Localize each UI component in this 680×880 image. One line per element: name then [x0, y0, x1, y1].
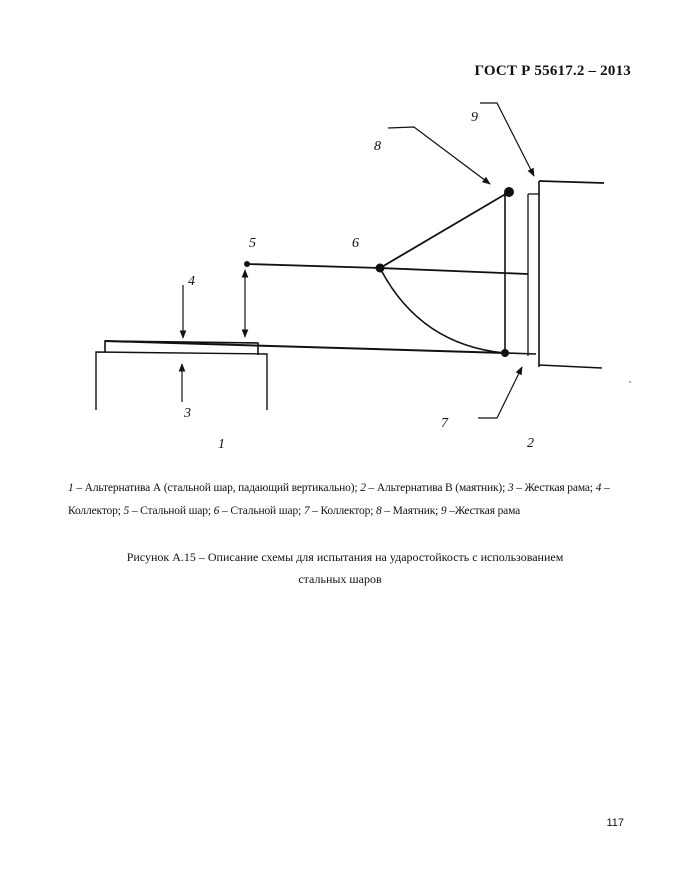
legend-item-1: 1 – Альтернатива А (стальной шар, падающий вертикально);: [68, 482, 361, 494]
caption-line-2: стальных шаров: [298, 572, 382, 586]
figure-caption: [60, 546, 620, 590]
drop-height-line: [247, 264, 380, 268]
callout-8: 8: [374, 139, 381, 154]
collector-point-7: [501, 349, 509, 357]
figure-legend: [68, 477, 638, 523]
callout-4: 4: [188, 274, 195, 289]
base-line: [105, 341, 505, 353]
legend-item-8: 8 – Маятник;: [376, 505, 441, 517]
steel-ball-6: [376, 264, 385, 273]
callout-6: 6: [352, 236, 359, 251]
legend-item-9: 9 –Жесткая рама: [440, 505, 521, 517]
pendulum-swing-arc: [380, 268, 505, 353]
standard-code: ГОСТ Р 55617.2 – 2013: [474, 63, 631, 79]
callout-7: 7: [441, 416, 448, 431]
legend-item-3: 3 – Жесткая рама;: [507, 482, 596, 494]
legend-item-4: 4 – Коллектор;: [68, 482, 610, 517]
legend-item-5: 5 – Стальной шар;: [123, 505, 214, 517]
page-number: 117: [606, 817, 624, 829]
pendulum-pivot: [504, 187, 514, 197]
impact-test-diagram: [0, 90, 680, 460]
legend-item-7: 7 – Коллектор;: [303, 505, 376, 517]
callout-2: 2: [527, 436, 534, 451]
base-line-right: [505, 353, 536, 354]
caption-line-1: Рисунок А.15 – Описание схемы для испытания на ударостойкость с использованием: [126, 550, 564, 564]
callout-5: 5: [249, 236, 256, 251]
steel-ball-5: [244, 261, 250, 267]
pendulum-arm: [380, 192, 509, 268]
callout-1: 1: [218, 437, 225, 452]
legend-item-6: 6 – Стальной шар;: [213, 505, 304, 517]
legend-item-2: 2 – Альтернатива В (маятник);: [360, 482, 508, 494]
callout-9: 9: [471, 110, 478, 125]
callout-3: 3: [184, 406, 191, 421]
